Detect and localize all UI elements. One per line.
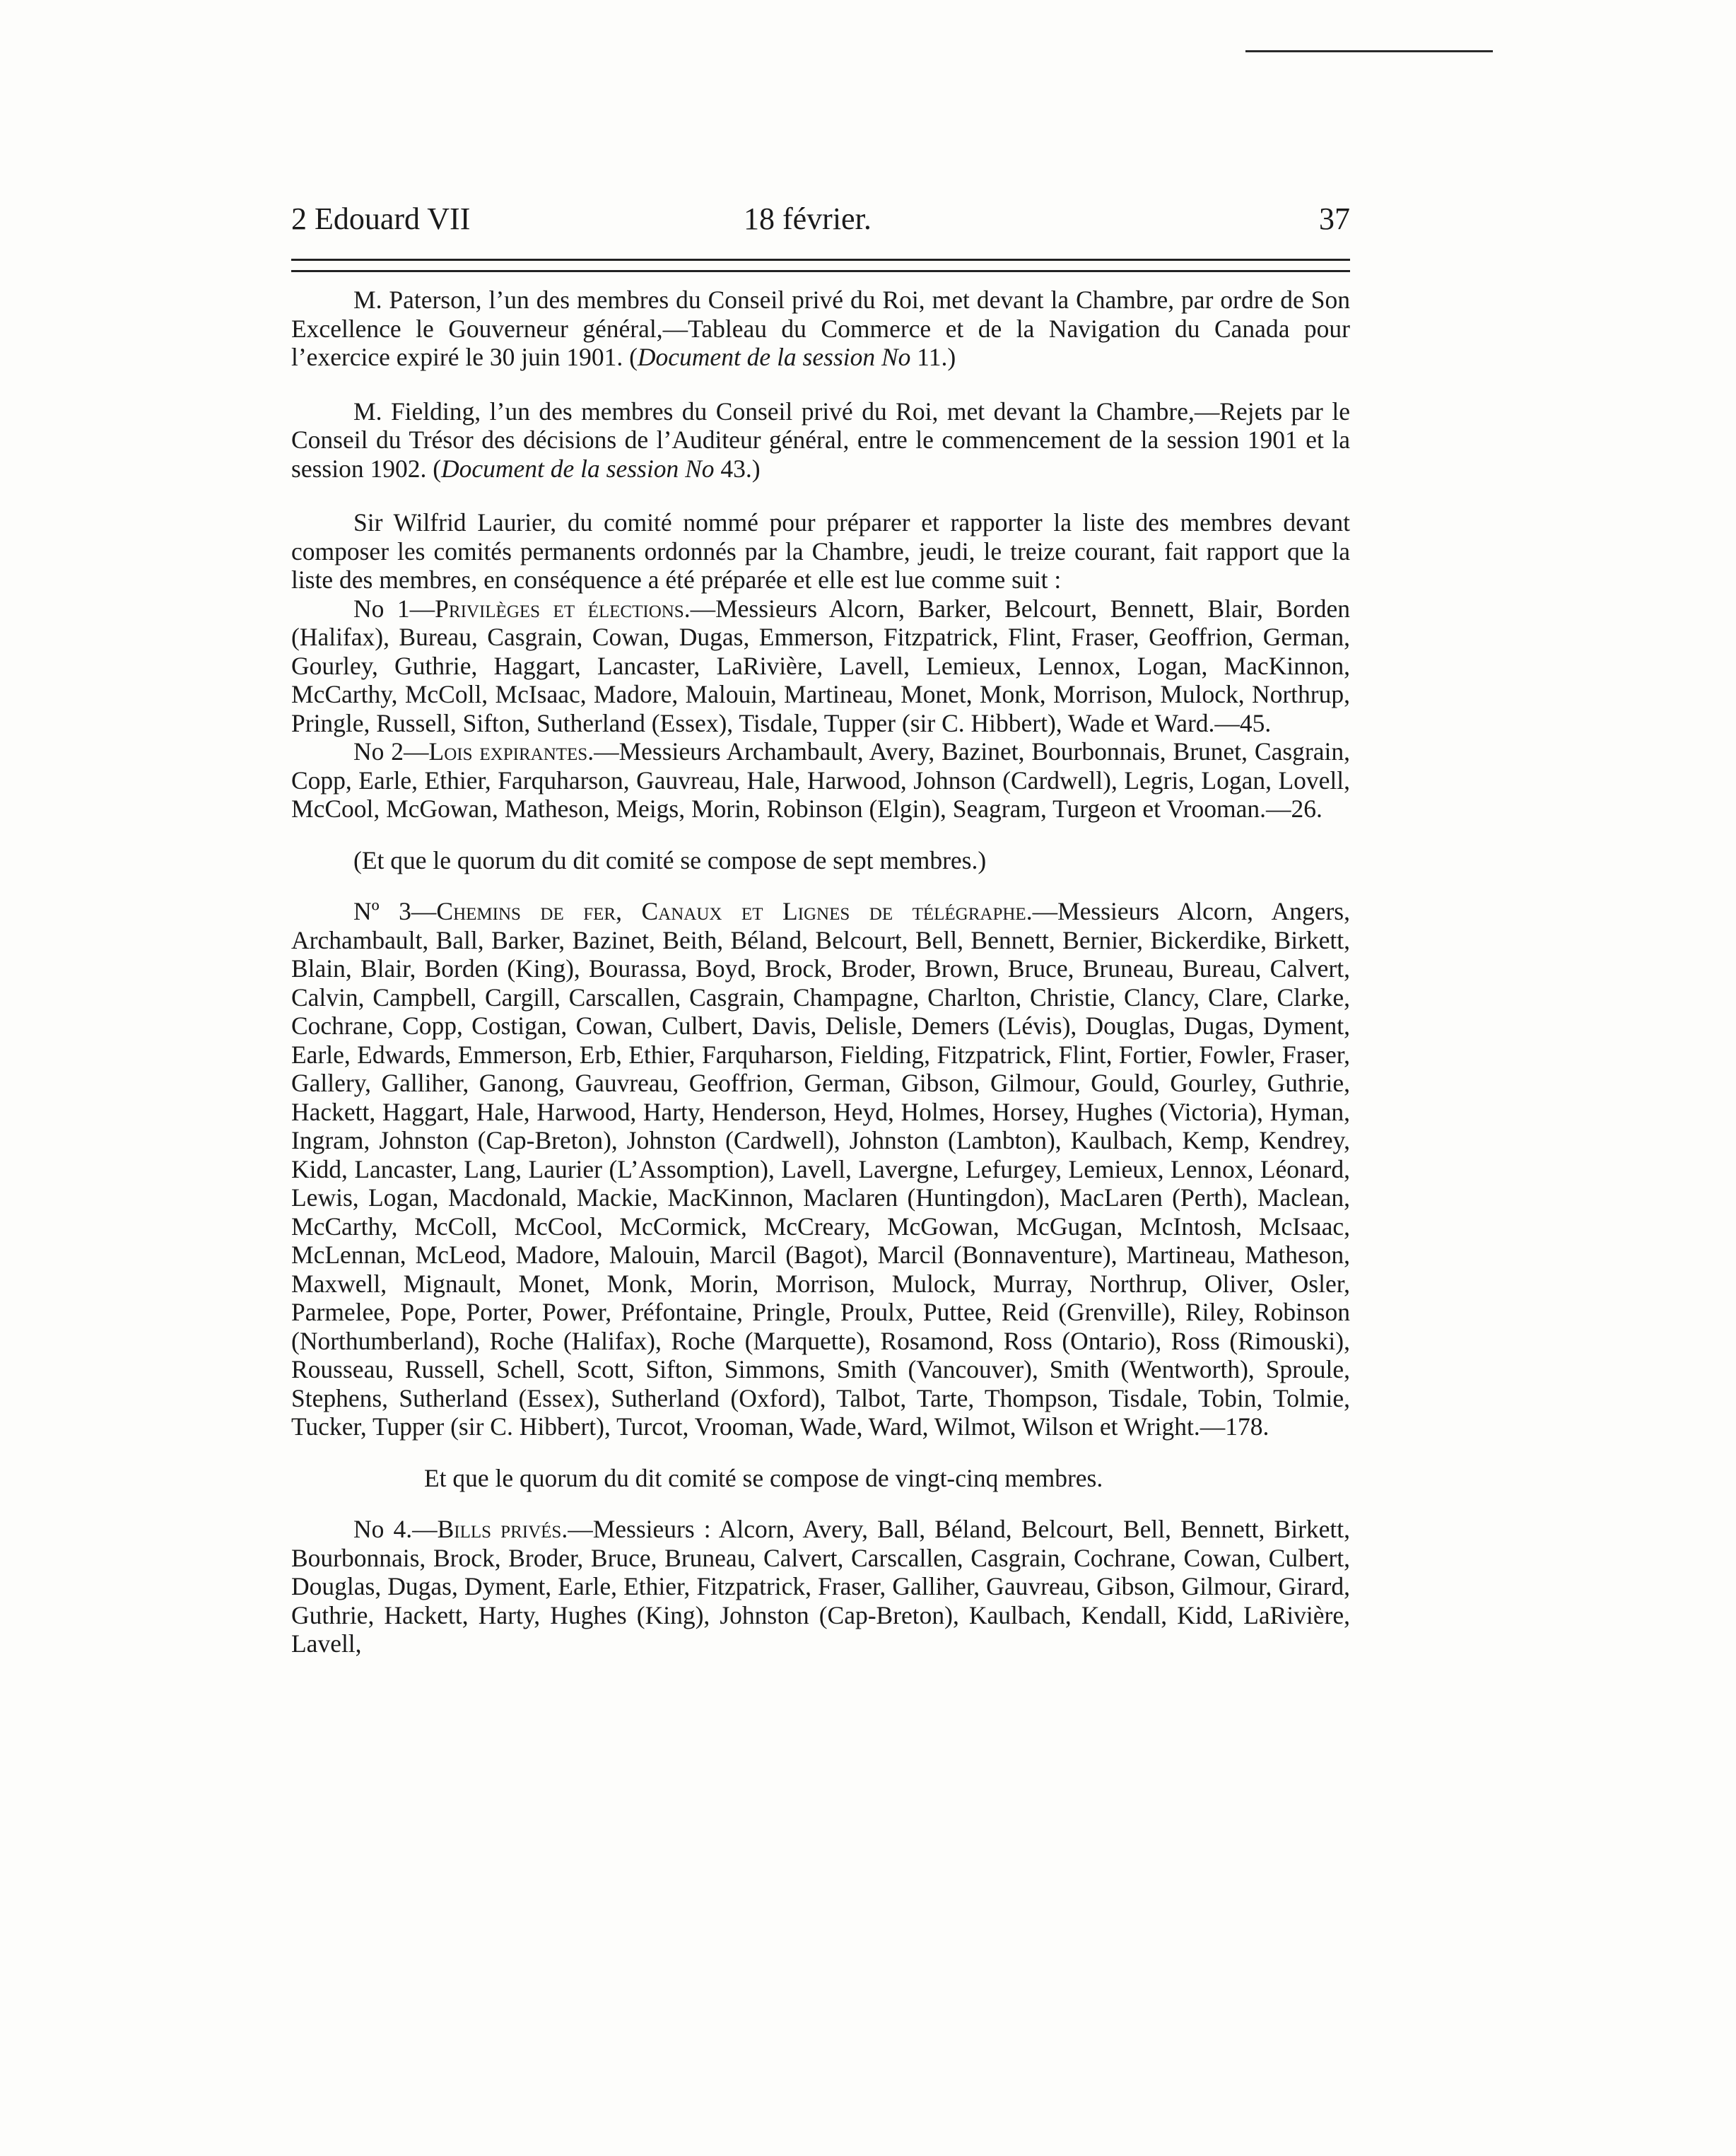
committee-title: Privilèges et élections — [435, 594, 684, 623]
paragraph-fielding: M. Fielding, l’un des membres du Conseil privé du Roi, met devant la Chambre,—Rejets par le Conseil du Trésor des décisions de l’Auditeur général, entre le commencement de la session 1901 et la session 1902. (Document de la session No 43.) — [291, 397, 1350, 483]
header-date: 18 février. — [744, 201, 872, 236]
page-header — [291, 198, 1350, 240]
committee-1 — [291, 594, 1350, 738]
header-rule-bottom — [291, 270, 1350, 272]
committee-members: .—Messieurs : Alcorn, Avery, Ball, Béland, Belcourt, Bell, Bennett, Birkett, Bourbonnais, Brock, Broder, Bruce, Bruneau, Calvert, Carscallen, Casgrain, Cochrane, Cowan, Culbert, Douglas, Dugas, Dyment, Earle, Ethier, Fitzpatrick, Fraser, Galliher, Gauvreau, Gibson, Gilmour, Girard, Guthrie, Hackett, Harty, Hughes (King), Johnston (Cap-Breton), Kaulbach, Kendall, Kidd, LaRivière, Lavell, — [291, 1515, 1350, 1658]
committee-number: No 4.— — [353, 1515, 438, 1543]
document-reference: Document de la session No — [637, 343, 911, 371]
committee-title: Chemins de fer, Canaux et Lignes de télégraphe — [436, 897, 1026, 925]
committee-title: Bills privés — [437, 1515, 562, 1543]
committee-number: Nº 3— — [353, 897, 437, 925]
header-session: 2 Edouard VII — [291, 201, 471, 236]
paragraph-paterson: M. Paterson, l’un des membres du Conseil privé du Roi, met devant la Chambre, par ordre de Son Excellence le Gouverneur général,—Tableau du Commerce et de la Navigation du Canada pour l’exercice expiré le 30 juin 1901. (Document de la session No 11.) — [291, 286, 1350, 371]
committee-4 — [291, 1515, 1350, 1658]
committee-number: No 1— — [353, 594, 435, 623]
committee-title: Lois expirantes — [428, 737, 588, 766]
paragraph-laurier-report: Sir Wilfrid Laurier, du comité nommé pour préparer et rapporter la liste des membres devant composer les comités permanents ordonnés par la Chambre, jeudi, le treize courant, fait rapport que la liste des membres, en conséquence a été préparée et elle est lue comme suit : — [291, 508, 1350, 594]
committee-members: .—Messieurs Alcorn, Barker, Belcourt, Bennett, Blair, Borden (Halifax), Bureau, Casgrain, Cowan, Dugas, Emmerson, Fitzpatrick, Flint, Fraser, Geoffrion, German, Gourley, Guthrie, Haggart, Lancaster, LaRivière, Lavell, Lemieux, Lennox, Logan, MacKinnon, McCarthy, McColl, McIsaac, Madore, Malouin, Martineau, Monet, Monk, Morrison, Mulock, Northrup, Pringle, Russell, Sifton, Sutherland (Essex), Tisdale, Tupper (sir C. Hibbert), Wade et Ward.—45. — [291, 594, 1350, 737]
document-reference: Document de la session No — [441, 454, 715, 483]
page-body — [291, 286, 1350, 1658]
quorum-note: (Et que le quorum du dit comité se compose de sept membres.) — [353, 845, 987, 874]
committee-number: No 2— — [353, 737, 429, 766]
committee-2 — [291, 737, 1350, 824]
header-rule-top — [291, 259, 1350, 261]
quorum-note: Et que le quorum du dit comité se compose de vingt-cinq membres. — [424, 1463, 1103, 1492]
committee-members: .—Messieurs Archambault, Avery, Bazinet, Bourbonnais, Brunet, Casgrain, Copp, Earle, Ethier, Farquharson, Gauvreau, Hale, Harwood, Johnson (Cardwell), Legris, Logan, Lovell, McCool, McGowan, Matheson, Meigs, Morin, Robinson (Elgin), Seagram, Turgeon et Vrooman.—26. — [291, 737, 1350, 823]
page-number: 37 — [1319, 201, 1350, 236]
top-rule — [1245, 50, 1493, 52]
committee-members: .—Messieurs Alcorn, Angers, Archambault, Ball, Barker, Bazinet, Beith, Béland, Belcourt, Bell, Bennett, Bernier, Bickerdike, Birkett, Blain, Blair, Borden (King), Bourassa, Boyd, Brock, Broder, Brown, Bruce, Bruneau, Bureau, Calvert, Calvin, Campbell, Cargill, Carscallen, Casgrain, Champagne, Charlton, Christie, Clancy, Clare, Clarke, Cochrane, Copp, Costigan, Cowan, Culbert, Davis, Delisle, Demers (Lévis), Douglas, Dugas, Dyment, Earle, Edwards, Emmerson, Erb, Ethier, Farquharson, Fielding, Fitzpatrick, Flint, Fortier, Fowler, Fraser, Gallery, Galliher, Ganong, Gauvreau, Geoffrion, German, Gibson, Gilmour, Gould, Gourley, Guthrie, Hackett, Haggart, Hale, Harwood, Harty, Henderson, Heyd, Holmes, Horsey, Hughes (Victoria), Hyman, Ingram, Johnston (Cap-Breton), Johnston (Cardwell), Johnston (Lambton), Kaulbach, Kemp, Kendrey, Kidd, Lancaster, Lang, Laurier (L’Assomption), Lavell, Lavergne, Lefurgey, Lemieux, Lennox, Léonard, Lewis, Logan, Macdonald, Mackie, MacKinnon, Maclaren (Huntingdon), MacLaren (Perth), Maclean, McCarthy, McColl, McCool, McCormick, McCreary, McGowan, McGugan, McIntosh, McIsaac, McLennan, McLeod, Madore, Malouin, Marcil (Bagot), Marcil (Bonnaventure), Martineau, Matheson, Maxwell, Mignault, Monet, Monk, Morin, Morrison, Mulock, Murray, Northrup, Oliver, Osler, Parmelee, Pope, Porter, Power, Préfontaine, Pringle, Proulx, Puttee, Reid (Grenville), Riley, Robinson (Northumberland), Roche (Halifax), Roche (Marquette), Rosamond, Ross (Ontario), Ross (Rimouski), Rousseau, Russell, Schell, Scott, Sifton, Simmons, Smith (Vancouver), Smith (Wentworth), Sproule, Stephens, Sutherland (Essex), Sutherland (Oxford), Talbot, Tarte, Thompson, Tisdale, Tobin, Tolmie, Tucker, Tupper (sir C. Hibbert), Turcot, Vrooman, Wade, Ward, Wilmot, Wilson et Wright.—178. — [291, 897, 1350, 1441]
committee-3 — [291, 897, 1350, 1441]
